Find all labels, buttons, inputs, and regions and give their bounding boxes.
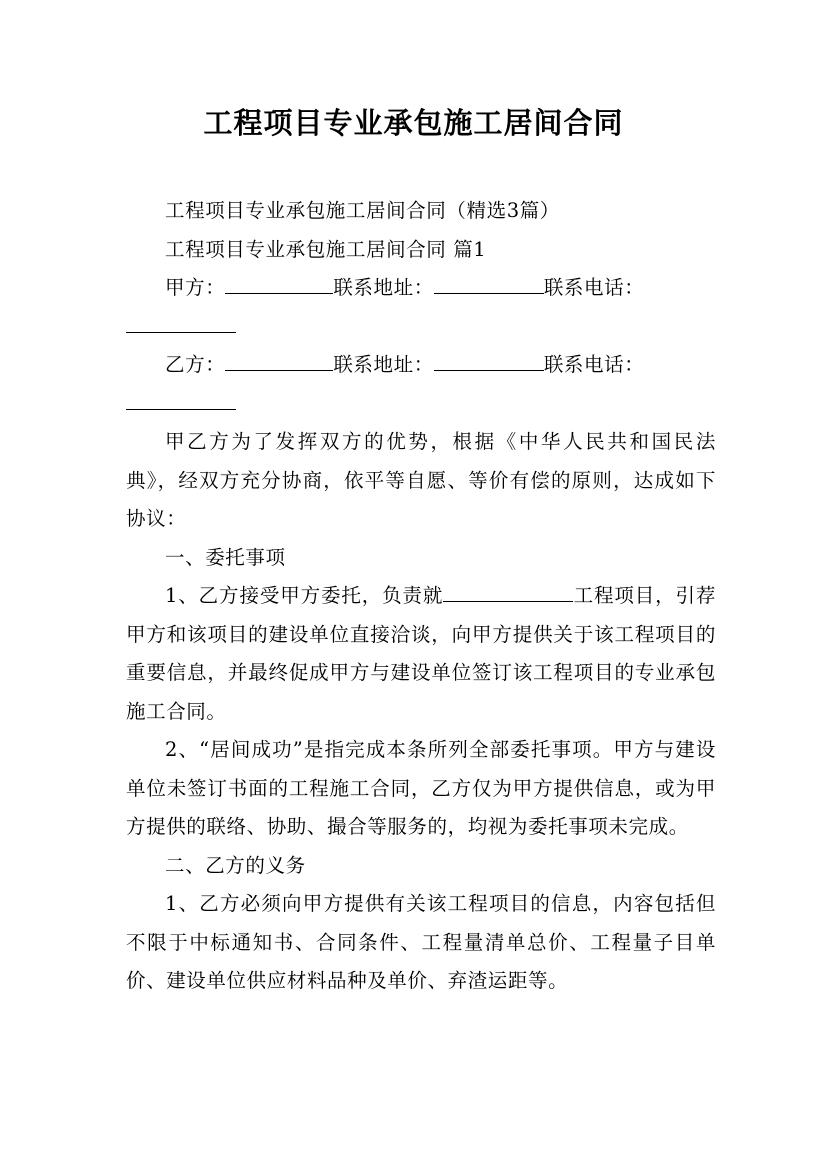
party-b-address-label: 联系地址： [333,353,434,376]
clause-1-1-after: 工程项目，引荐甲方和该项目的建设单位直接洽谈，向甲方提供关于该工程项目的重要信息，并最终促成甲方与建设单位签订该工程项目的专业承包施工合同。 [126,584,716,723]
heading-party-b-obligations: 二、乙方的义务 [165,853,306,877]
document-subtitle: 工程项目专业承包施工居间合同（精选3篇） [165,199,560,222]
document-title: 工程项目专业承包施工居间合同 [203,106,624,140]
section-heading: 工程项目专业承包施工居间合同 篇1 [165,237,487,261]
intro-paragraph: 甲乙方为了发挥双方的优势，根据《中华人民共和国民法典》，经双方充分协商，依平等自愿、等价有偿的原则，达成如下协议： [126,430,716,530]
party-a-line [126,269,716,308]
party-a-name-blank [225,273,333,294]
party-a-phone-line [126,308,716,347]
party-b-address-blank [434,350,544,371]
party-b-phone-line [126,385,716,424]
clause-1-1-before: 1、乙方接受甲方委托，负责就 [165,584,444,607]
heading-entrusted-matters: 一、委托事项 [165,545,286,569]
party-b-name-blank [225,350,333,371]
party-b-phone-label: 联系电话： [543,353,645,376]
document-body [126,192,716,1001]
party-a-address-blank [434,273,544,294]
party-a-phone-blank [126,311,236,332]
party-b-line [126,346,716,385]
party-a-label: 甲方： [165,276,226,299]
clause-2-1: 1、乙方必须向甲方提供有关该工程项目的信息，内容包括但不限于中标通知书、合同条件、工程量清单总价、工程量子目单价、建设单位供应材料品种及单价、弃渣运距等。 [126,892,716,992]
party-a-phone-label: 联系电话： [543,276,645,299]
party-a-address-label: 联系地址： [333,276,434,299]
party-b-label: 乙方： [165,353,226,376]
clause-1-1 [126,577,716,731]
project-name-blank [443,581,573,602]
clause-1-2: 2、“居间成功”是指完成本条所列全部委托事项。甲方与建设单位未签订书面的工程施工合同，乙方仅为甲方提供信息，或为甲方提供的联络、协助、撮合等服务的，均视为委托事项未完成。 [126,738,716,838]
party-b-phone-blank [126,388,236,409]
